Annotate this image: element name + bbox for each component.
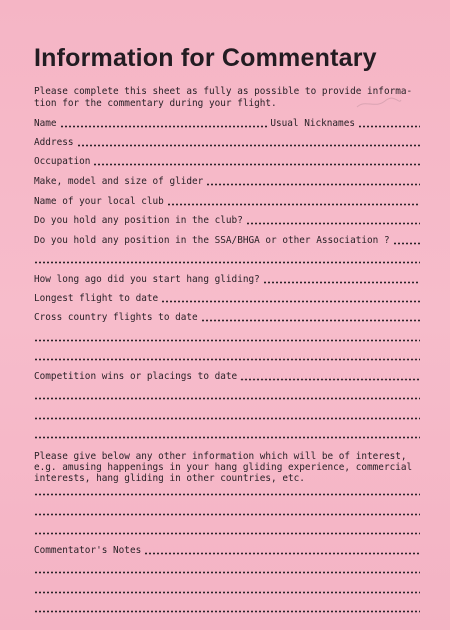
blank-fill-line[interactable] [34, 513, 420, 516]
blank-line[interactable] [34, 390, 420, 402]
longest-label: Longest flight to date [34, 293, 159, 304]
blank-line[interactable] [34, 486, 420, 498]
blank-fill-line[interactable] [34, 358, 420, 361]
occupation-fill-line[interactable] [93, 163, 420, 166]
club-position-label: Do you hold any position in the club? [34, 215, 243, 226]
cross-country-fill-line[interactable] [201, 319, 420, 322]
association-position-label: Do you hold any position in the SSA/BHGA or other Association ? [34, 235, 390, 246]
longest-row[interactable] [34, 293, 420, 305]
start-fill-line[interactable] [263, 281, 420, 284]
glider-fill-line[interactable] [206, 183, 420, 186]
occupation-row[interactable] [34, 156, 420, 168]
blank-fill-line[interactable] [34, 397, 420, 400]
blank-fill-line[interactable] [34, 532, 420, 535]
name-row[interactable] [34, 118, 420, 130]
faint-stamp-mark [355, 96, 403, 110]
other-info-instructions: Please give below any other information which will be of interest, e.g. amusing happenings in your hang gliding experience, commercial interests, hang gliding in other countries, etc. [34, 451, 413, 484]
notes-label: Commentator's Notes [34, 545, 142, 556]
club-row[interactable] [34, 196, 420, 208]
nicknames-fill-line[interactable] [358, 125, 420, 128]
longest-fill-line[interactable] [161, 300, 420, 303]
blank-fill-line[interactable] [34, 261, 420, 264]
blank-line[interactable] [34, 506, 420, 518]
address-label: Address [34, 137, 74, 148]
notes-fill-line[interactable] [144, 552, 420, 555]
blank-line[interactable] [34, 429, 420, 441]
competition-fill-line[interactable] [240, 378, 420, 381]
club-fill-line[interactable] [167, 203, 420, 206]
blank-line[interactable] [34, 584, 420, 596]
blank-line[interactable] [34, 254, 420, 266]
competition-label: Competition wins or placings to date [34, 371, 238, 382]
cross-country-label: Cross country flights to date [34, 312, 198, 323]
nicknames-label: Usual Nicknames [270, 118, 355, 129]
form-instructions: Please complete this sheet as fully as possible to provide informa- tion for the commentary during your flight. [34, 86, 413, 109]
blank-fill-line[interactable] [34, 417, 420, 420]
glider-row[interactable] [34, 176, 420, 188]
club-position-fill-line[interactable] [246, 222, 420, 225]
club-label: Name of your local club [34, 196, 164, 207]
address-row[interactable] [34, 137, 420, 149]
notes-row[interactable] [34, 545, 420, 557]
blank-line[interactable] [34, 564, 420, 576]
club-position-row[interactable] [34, 215, 420, 227]
association-position-fill-line[interactable] [393, 242, 420, 245]
blank-line[interactable] [34, 603, 420, 615]
blank-line[interactable] [34, 410, 420, 422]
blank-fill-line[interactable] [34, 591, 420, 594]
blank-line[interactable] [34, 525, 420, 537]
blank-fill-line[interactable] [34, 610, 420, 613]
association-position-row[interactable] [34, 235, 420, 247]
start-row[interactable] [34, 274, 420, 286]
blank-line[interactable] [34, 351, 420, 363]
blank-fill-line[interactable] [34, 436, 420, 439]
occupation-label: Occupation [34, 156, 91, 167]
form-title: Information for Commentary [34, 44, 377, 72]
blank-line[interactable] [34, 332, 420, 344]
name-fill-line[interactable] [60, 125, 268, 128]
blank-fill-line[interactable] [34, 339, 420, 342]
address-fill-line[interactable] [77, 144, 420, 147]
start-label: How long ago did you start hang gliding? [34, 274, 260, 285]
cross-country-row[interactable] [34, 312, 420, 324]
competition-row[interactable] [34, 371, 420, 383]
blank-fill-line[interactable] [34, 493, 420, 496]
name-label: Name [34, 118, 57, 129]
blank-fill-line[interactable] [34, 571, 420, 574]
glider-label: Make, model and size of glider [34, 176, 204, 187]
